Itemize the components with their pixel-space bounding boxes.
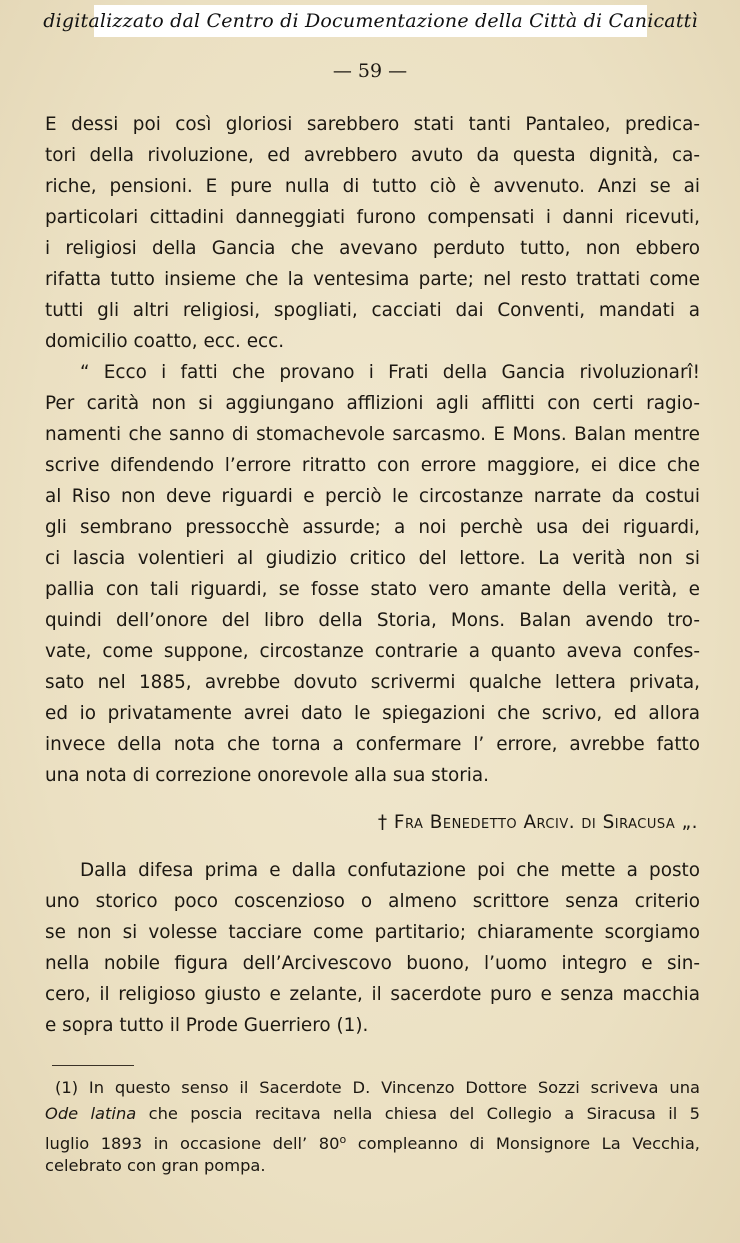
text-line: sato nel 1885, avrebbe dovuto scrivermi qualche lettera privata, xyxy=(45,672,700,693)
text-line: se non si volesse tacciare come partitario; chiaramente scorgiamo xyxy=(45,922,700,943)
footnote-line: celebrato con gran pompa. xyxy=(45,1156,266,1175)
text-line: invece della nota che torna a confermare l’ errore, avrebbe fatto xyxy=(45,734,700,755)
digitization-banner: digitalizzato dal Centro di Documentazione della Città di Canicattì xyxy=(94,5,647,37)
page-number: — 59 — xyxy=(332,60,408,82)
text-line: Per carità non si aggiungano afflizioni agli afflitti con certi ragio- xyxy=(45,393,700,414)
text-line: scrive difendendo l’errore ritratto con errore maggiore, ei dice che xyxy=(45,455,700,476)
text-line: domicilio coatto, ecc. ecc. xyxy=(45,331,285,352)
text-line: uno storico poco coscenzioso o almeno scrittore senza criterio xyxy=(45,891,700,912)
text-line: gli sembrano pressocchè assurde; a noi perchè usa dei riguardi, xyxy=(45,517,700,538)
text-line: “ Ecco i fatti che provano i Frati della Gancia rivoluzionarî! xyxy=(80,362,700,383)
text-line: namenti che sanno di stomachevole sarcasmo. E Mons. Balan mentre xyxy=(45,424,700,445)
signature: † Fra Benedetto Arciv. di Siracusa „. xyxy=(377,812,698,833)
text-line: ed io privatamente avrei dato le spiegazioni che scrivo, ed allora xyxy=(45,703,700,724)
text-line: cero, il religioso giusto e zelante, il sacerdote puro e senza macchia xyxy=(45,984,700,1005)
text-line: una nota di correzione onorevole alla sua storia. xyxy=(45,765,490,786)
footnote-italic-title: Ode latina xyxy=(45,1104,137,1123)
text-line: rifatta tutto insieme che la ventesima parte; nel resto trattati come xyxy=(45,269,700,290)
footnote-line xyxy=(45,1130,700,1154)
text-line: i religiosi della Gancia che avevano perduto tutto, non ebbero xyxy=(45,238,700,259)
footnote-text: luglio 1893 in occasione dell’ 80 xyxy=(45,1134,340,1153)
footnote-line: (1) In questo senso il Sacerdote D. Vincenzo Dottore Sozzi scriveva una xyxy=(55,1078,700,1097)
text-line: al Riso non deve riguardi e perciò le circostanze narrate da costui xyxy=(45,486,700,507)
text-line: tori della rivoluzione, ed avrebbero avuto da questa dignità, ca- xyxy=(45,145,700,166)
text-line: E dessi poi così gloriosi sarebbero stati tanti Pantaleo, predica- xyxy=(45,114,700,135)
footnote-line xyxy=(45,1104,700,1124)
footnote-divider xyxy=(52,1065,134,1066)
text-line: ci lascia volentieri al giudizio critico del lettore. La verità non si xyxy=(45,548,700,569)
text-line: e sopra tutto il Prode Guerriero (1). xyxy=(45,1015,369,1036)
footnote-text: compleanno di Monsignore La Vecchia, xyxy=(346,1134,700,1153)
text-line: particolari cittadini danneggiati furono compensati i danni ricevuti, xyxy=(45,207,700,228)
footnote-superscript: o xyxy=(339,1133,347,1146)
text-line: riche, pensioni. E pure nulla di tutto ciò è avvenuto. Anzi se ai xyxy=(45,176,700,197)
text-line: quindi dell’onore del libro della Storia, Mons. Balan avendo tro- xyxy=(45,610,700,631)
text-line: pallia con tali riguardi, se fosse stato vero amante della verità, e xyxy=(45,579,700,600)
footnote-text: che poscia recitava nella chiesa del Collegio a Siracusa il 5 xyxy=(136,1104,701,1123)
text-line: Dalla difesa prima e dalla confutazione poi che mette a posto xyxy=(80,860,700,881)
text-line: nella nobile figura dell’Arcivescovo buono, l’uomo integro e sin- xyxy=(45,953,700,974)
text-line: tutti gli altri religiosi, spogliati, cacciati dai Conventi, mandati a xyxy=(45,300,700,321)
text-line: vate, come suppone, circostanze contrarie a quanto aveva confes- xyxy=(45,641,700,662)
